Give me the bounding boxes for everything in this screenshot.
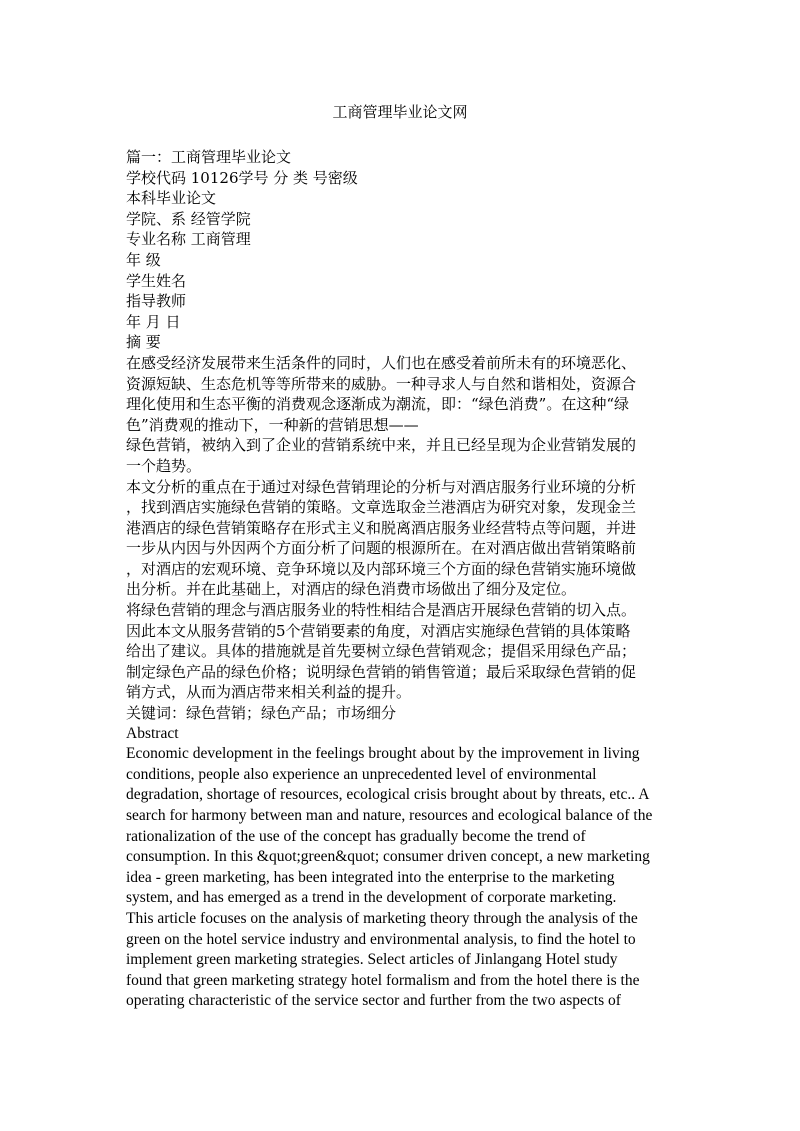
front-matter-line: 本科毕业论文 bbox=[126, 189, 217, 208]
abstract-cn bbox=[126, 353, 678, 724]
abstract-en-heading: Abstract bbox=[126, 724, 179, 742]
front-matter bbox=[126, 147, 678, 353]
abstract-en-line: consumption. In this &quot;green&quot; consumer driven concept, a new marketing bbox=[126, 848, 650, 866]
abstract-cn-line: 给出了建议。具体的措施就是首先要树立绿色营销观念；提倡采用绿色产品； bbox=[126, 642, 637, 661]
abstract-en-line: system, and has emerged as a trend in the development of corporate marketing. bbox=[126, 889, 617, 907]
abstract-en-line: search for harmony between man and nature, resources and ecological balance of the bbox=[126, 807, 653, 824]
front-matter-line: 学生姓名 bbox=[126, 271, 187, 290]
abstract-en-line: degradation, shortage of resources, ecological crisis brought about by threats, etc.. A bbox=[126, 786, 650, 804]
abstract-cn-line: ，找到酒店实施绿色营销的策略。文章选取金兰港酒店为研究对象，发现金兰 bbox=[126, 498, 637, 517]
abstract-cn-heading: 摘 要 bbox=[126, 333, 161, 352]
abstract-cn-line: 一个趋势。 bbox=[126, 456, 202, 475]
abstract-cn-line: 港酒店的绿色营销策略存在形式主义和脱离酒店服务业经营特点等问题，并进 bbox=[126, 518, 637, 537]
abstract-en-line: implement green marketing strategies. Select articles of Jinlangang Hotel study bbox=[126, 951, 618, 969]
abstract-cn-line: 理化使用和生态平衡的消费观念逐渐成为潮流，即：“绿色消费”。在这种“绿 bbox=[126, 395, 630, 414]
abstract-en bbox=[126, 724, 678, 1012]
document-body bbox=[126, 147, 678, 1012]
front-matter-line: 年 级 bbox=[126, 250, 161, 269]
front-matter-line: 篇一：工商管理毕业论文 bbox=[126, 148, 292, 166]
abstract-cn-line: 将绿色营销的理念与酒店服务业的特性相结合是酒店开展绿色营销的切入点。 bbox=[126, 601, 637, 620]
abstract-cn-line: 制定绿色产品的绿色价格；说明绿色营销的销售管道；最后采取绿色营销的促 bbox=[126, 662, 637, 681]
abstract-cn-line: 在感受经济发展带来生活条件的同时，人们也在感受着前所未有的环境恶化、 bbox=[126, 353, 637, 372]
abstract-cn-line: 色”消费观的推动下，一种新的营销思想—— bbox=[126, 415, 419, 434]
abstract-en-line: operating characteristic of the service sector and further from the two aspects of bbox=[126, 992, 621, 1010]
abstract-cn-line: ，对酒店的宏观环境、竞争环境以及内部环境三个方面的绿色营销实施环境做 bbox=[126, 559, 637, 578]
abstract-cn-line: 一步从内因与外因两个方面分析了问题的根源所在。在对酒店做出营销策略前 bbox=[126, 539, 637, 558]
abstract-cn-line: 绿色营销，被纳入到了企业的营销系统中来，并且已经呈现为企业营销发展的 bbox=[126, 436, 637, 455]
abstract-en-line: found that green marketing strategy hotel formalism and from the hotel there is the bbox=[126, 971, 640, 989]
front-matter-line: 学校代码 10126学号 分 类 号密级 bbox=[126, 168, 358, 187]
abstract-en-line: Economic development in the feelings brought about by the improvement in living bbox=[126, 745, 640, 763]
front-matter-line: 指导教师 bbox=[126, 292, 187, 311]
abstract-cn-line: 因此本文从服务营销的5个营销要素的角度，对酒店实施绿色营销的具体策略 bbox=[126, 621, 631, 640]
abstract-en-line: green on the hotel service industry and environmental analysis, to find the hotel to bbox=[126, 930, 636, 948]
abstract-en-line: rationalization of the use of the concept has gradually become the trend of bbox=[126, 827, 586, 845]
front-matter-line: 学院、系 经管学院 bbox=[126, 209, 251, 228]
abstract-cn-line: 销方式，从而为酒店带来相关利益的提升。 bbox=[126, 683, 412, 702]
keywords-line: 关键词：绿色营销；绿色产品；市场细分 bbox=[126, 704, 397, 723]
abstract-cn-line: 出分析。并在此基础上，对酒店的绿色消费市场做出了细分及定位。 bbox=[126, 580, 577, 599]
abstract-en-line: This article focuses on the analysis of marketing theory through the analysis of the bbox=[126, 909, 638, 927]
front-matter-line: 专业名称 工商管理 bbox=[126, 230, 251, 249]
front-matter-line: 年 月 日 bbox=[126, 312, 181, 331]
abstract-cn-line: 资源短缺、生态危机等等所带来的威胁。一种寻求人与自然和谐相处，资源合 bbox=[126, 374, 637, 393]
abstract-en-line: conditions, people also experience an unprecedented level of environmental bbox=[126, 765, 597, 783]
page-title: 工商管理毕业论文网 bbox=[332, 103, 468, 121]
abstract-en-line: idea - green marketing, has been integrated into the enterprise to the marketing bbox=[126, 868, 615, 886]
abstract-cn-line: 本文分析的重点在于通过对绿色营销理论的分析与对酒店服务行业环境的分析 bbox=[126, 477, 637, 496]
